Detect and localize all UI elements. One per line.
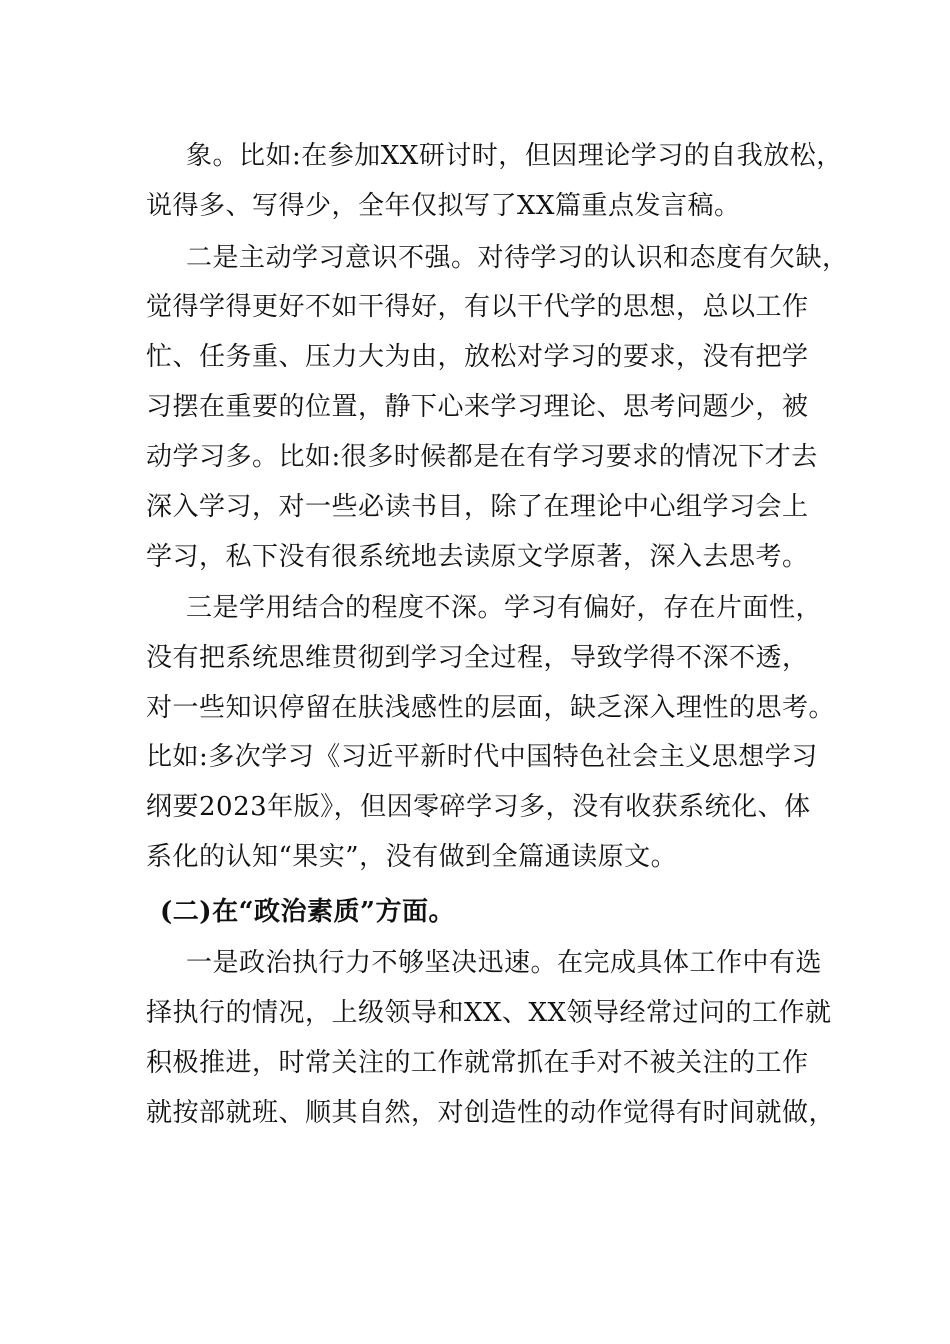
paragraph-line: 学习，私下没有很系统地去读原文学原著，深入去思考。 bbox=[146, 542, 809, 572]
paragraph-line: 择执行的情况，上级领导和XX、XX领导经常过问的工作就 bbox=[146, 998, 832, 1028]
paragraph-line: 觉得学得更好不如干得好，有以干代学的思想，总以工作 bbox=[146, 292, 809, 322]
paragraph-line: 三是学用结合的程度不深。学习有偏好，存在片面性， bbox=[186, 593, 823, 623]
paragraph-line: 系化的认知“果实”，没有做到全篇通读原文。 bbox=[146, 842, 678, 872]
paragraph-line: 纲要2023年版》，但因零碎学习多，没有收获系统化、体 bbox=[146, 792, 811, 822]
paragraph-line: 象。比如:在参加XX研讨时，但因理论学习的自我放松， bbox=[186, 141, 843, 171]
paragraph-line: 深入学习，对一些必读书目，除了在理论中心组学习会上 bbox=[146, 492, 809, 522]
paragraph-line: 动学习多。比如:很多时候都是在有学习要求的情况下才去 bbox=[146, 442, 818, 472]
paragraph-line: 习摆在重要的位置，静下心来学习理论、思考问题少，被 bbox=[146, 392, 809, 422]
paragraph-line: 二是主动学习意识不强。对待学习的认识和态度有欠缺， bbox=[186, 243, 849, 273]
paragraph-line: 忙、任务重、压力大为由，放松对学习的要求，没有把学 bbox=[146, 342, 809, 372]
paragraph-line: 说得多、写得少，全年仅拟写了XX篇重点发言稿。 bbox=[146, 191, 741, 221]
paragraph-line: 对一些知识停留在肤浅感性的层面，缺乏深入理性的思考。 bbox=[146, 693, 836, 723]
paragraph-line: 没有把系统思维贯彻到学习全过程，导致学得不深不透， bbox=[146, 643, 809, 673]
paragraph-line: 比如:多次学习《习近平新时代中国特色社会主义思想学习 bbox=[146, 742, 818, 772]
paragraph-line: 积极推进，时常关注的工作就常抓在手对不被关注的工作 bbox=[146, 1048, 809, 1078]
paragraph-line: 一是政治执行力不够坚决迅速。在完成具体工作中有选 bbox=[186, 948, 823, 978]
section-heading: (二)在“政治素质”方面。 bbox=[160, 897, 456, 927]
paragraph-line: 就按部就班、顺其自然，对创造性的动作觉得有时间就做， bbox=[146, 1098, 836, 1128]
